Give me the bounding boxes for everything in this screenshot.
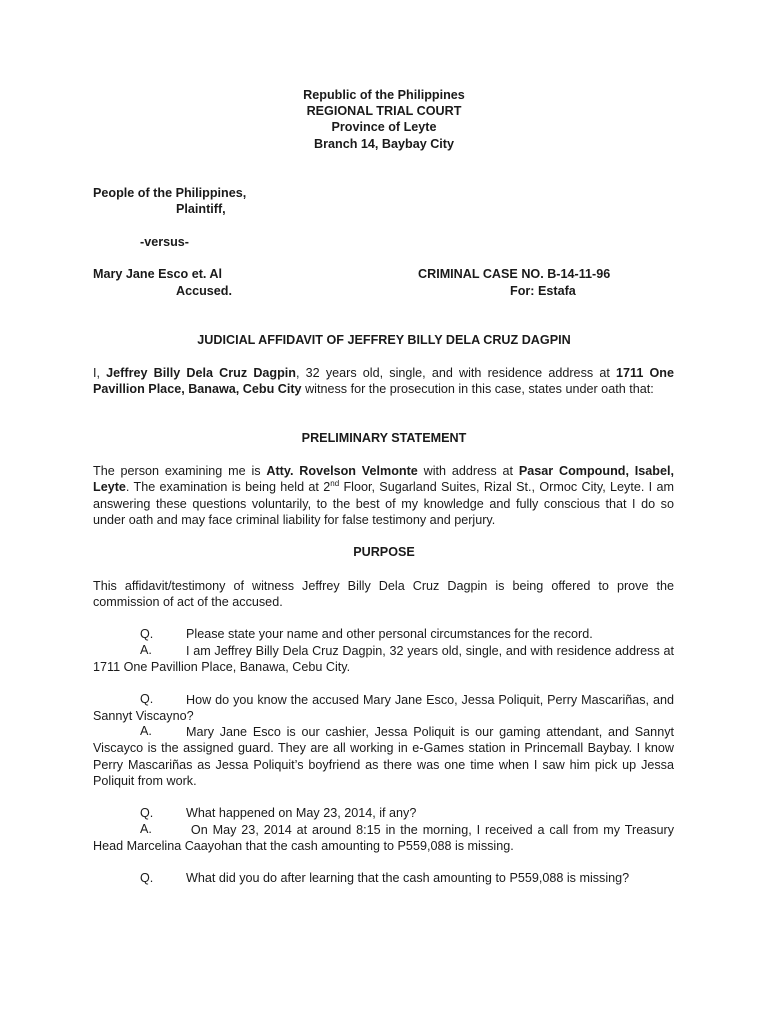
answer-label: A.: [140, 724, 152, 738]
preliminary-paragraph: The person examining me is Atty. Rovelson Velmonte with address at Pasar Compound, Isabel, Leyte. The examination is being held at 2nd Floor, Sugarland Suites, Rizal St., Ormoc City, Leyte. I am answering these questions voluntarily, to the best of my knowledge and fully conscious that I do so under oath and may face criminal liability for false testimony and perjury.: [93, 464, 674, 528]
question-label: Q.: [140, 627, 154, 641]
answer-text: I am Jeffrey Billy Dela Cruz Dagpin, 32 years old, single, and with residence address at 1711 One Pavillion Place, Banawa, Cebu City.: [93, 644, 674, 675]
accused-name: Mary Jane Esco et. Al: [93, 267, 223, 281]
question-label: Q.: [140, 806, 154, 820]
answer-text: On May 23, 2014 at around 8:15 in the morning, I received a call from my Treasury Head Marcelina Caayohan that the cash amounting to P559,088 is missing.: [93, 823, 678, 854]
question-text: What did you do after learning that the cash amounting to P559,088 is missing?: [186, 871, 630, 885]
question-text: How do you know the accused Mary Jane Esco, Jessa Poliquit, Perry Mascariñas, and Sannyt Viscayno?: [93, 693, 674, 724]
witness-address: 1711 One Pavillion Place, Banawa, Cebu City: [93, 366, 674, 397]
header-province: Province of Leyte: [331, 120, 437, 134]
answer-label: A.: [140, 822, 152, 836]
plaintiff-role: Plaintiff,: [176, 202, 226, 216]
question-label: Q.: [140, 692, 154, 706]
question-label: Q.: [140, 871, 154, 885]
header-republic: Republic of the Philippines: [303, 88, 465, 102]
intro-paragraph: I, Jeffrey Billy Dela Cruz Dagpin, 32 years old, single, and with residence address at 1711 One Pavillion Place, Banawa, Cebu City witness for the prosecution in this case, states under oath that:: [93, 366, 674, 397]
header-branch: Branch 14, Baybay City: [314, 137, 454, 151]
witness-name: Jeffrey Billy Dela Cruz Dagpin: [106, 366, 296, 380]
question-text: Please state your name and other personal circumstances for the record.: [186, 627, 593, 641]
preliminary-heading: PRELIMINARY STATEMENT: [301, 431, 467, 445]
header-court: REGIONAL TRIAL COURT: [306, 104, 462, 118]
case-number: CRIMINAL CASE NO. B-14-11-96: [418, 267, 611, 281]
purpose-heading: PURPOSE: [353, 545, 415, 559]
plaintiff-name: People of the Philippines,: [93, 186, 247, 200]
versus-label: -versus-: [140, 235, 189, 249]
examiner-name: Atty. Rovelson Velmonte: [266, 464, 418, 478]
answer-text: Mary Jane Esco is our cashier, Jessa Poliquit is our gaming attendant, and Sannyt Viscayco is the assigned guard. They are all working in e-Games station in Princemall Baybay. I know Perry Mascariñas as Jessa Poliquit’s boyfriend as there was one time when I saw him pick up Jessa Poliquit from work.: [93, 725, 674, 789]
examiner-address: Pasar Compound, Isabel, Leyte: [93, 464, 674, 495]
affidavit-title: JUDICIAL AFFIDAVIT OF JEFFREY BILLY DELA CRUZ DAGPIN: [197, 333, 571, 347]
answer-label: A.: [140, 643, 152, 657]
purpose-paragraph: This affidavit/testimony of witness Jeffrey Billy Dela Cruz Dagpin is being offered to prove the commission of act of the accused.: [93, 579, 674, 610]
accused-role: Accused.: [176, 284, 232, 298]
case-offense: For: Estafa: [510, 284, 576, 298]
question-text: What happened on May 23, 2014, if any?: [186, 806, 417, 820]
